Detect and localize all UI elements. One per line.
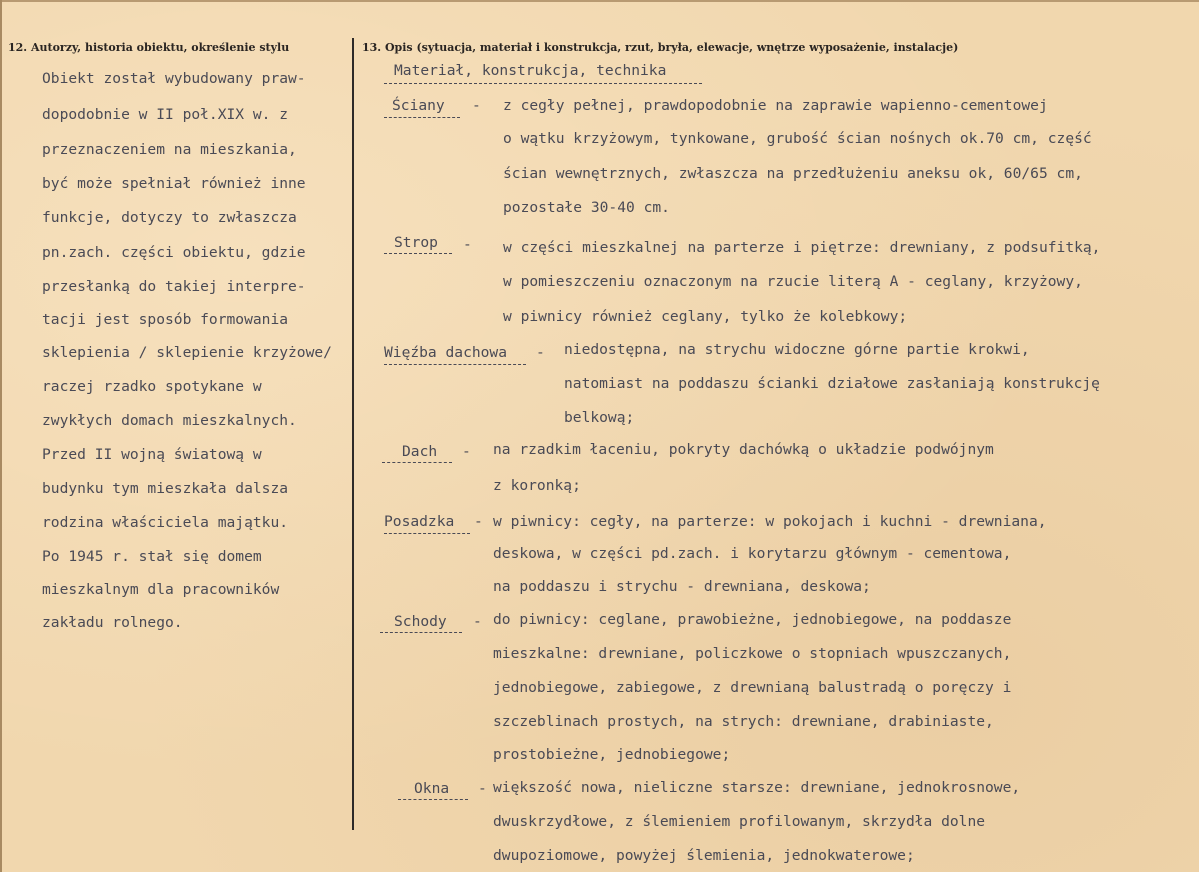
history-line: Przed II wojną światową w	[42, 446, 262, 463]
term-dash: -	[473, 613, 482, 630]
entry-line: w pomieszczeniu oznaczonym na rzucie literą A - ceglany, krzyżowy,	[503, 273, 1083, 290]
history-line: raczej rzadko spotykane w	[42, 378, 262, 395]
term-dash: -	[478, 780, 487, 797]
entry-line: belkową;	[564, 409, 635, 426]
term-underline	[384, 253, 452, 254]
entry-line: w piwnicy również ceglany, tylko że kolebkowy;	[503, 308, 908, 325]
entry-line: na rzadkim łaceniu, pokryty dachówką o układzie podwójnym	[493, 441, 994, 458]
history-line: zakładu rolnego.	[42, 614, 183, 631]
entry-line: pozostałe 30-40 cm.	[503, 199, 670, 216]
history-line: zwykłych domach mieszkalnych.	[42, 412, 297, 429]
history-line: Po 1945 r. stał się domem	[42, 548, 262, 565]
entry-line: jednobiegowe, zabiegowe, z drewnianą balustradą o poręczy i	[493, 679, 1012, 696]
entry-line: z cegły pełnej, prawdopodobnie na zaprawie wapienno-cementowej	[503, 97, 1048, 114]
term-sciany: Ściany	[392, 97, 445, 114]
section-13-header: 13. Opis (sytuacja, materiał i konstrukcja, rzut, bryła, elewacje, wnętrze wyposażenie, instalacje)	[362, 41, 959, 54]
entry-line: do piwnicy: ceglane, prawobieżne, jednobiegowe, na poddasze	[493, 611, 1012, 628]
history-line: sklepienia / sklepienie krzyżowe/	[42, 344, 332, 361]
term-underline	[384, 533, 470, 534]
entry-line: większość nowa, nieliczne starsze: drewniane, jednokrosnowe,	[493, 779, 1021, 796]
history-line: mieszkalnym dla pracowników	[42, 581, 280, 598]
entry-line: szczeblinach prostych, na strych: drewniane, drabiniaste,	[493, 713, 994, 730]
term-dash: -	[474, 513, 483, 530]
entry-line: w piwnicy: cegły, na parterze: w pokojach i kuchni - drewniana,	[493, 513, 1047, 530]
history-line: Obiekt został wybudowany praw-	[42, 70, 306, 87]
term-schody: Schody	[394, 613, 447, 630]
term-underline	[384, 117, 460, 118]
history-line: pn.zach. części obiektu, gdzie	[42, 244, 306, 261]
left-edge	[0, 0, 2, 872]
history-line: tacji jest sposób formowania	[42, 311, 289, 328]
entry-line: deskowa, w części pd.zach. i korytarzu głównym - cementowa,	[493, 545, 1012, 562]
history-line: być może spełniał również inne	[42, 175, 306, 192]
entry-line: z koronką;	[493, 477, 581, 494]
term-dash: -	[463, 236, 472, 253]
term-okna: Okna	[414, 780, 450, 797]
entry-line: dwupoziomowe, powyżej ślemienia, jednokwaterowe;	[493, 847, 915, 864]
term-underline	[398, 799, 468, 800]
entry-line: niedostępna, na strychu widoczne górne partie krokwi,	[564, 341, 1030, 358]
section-title: Materiał, konstrukcja, technika	[394, 62, 667, 79]
term-strop: Strop	[394, 234, 438, 251]
entry-line: o wątku krzyżowym, tynkowane, grubość ścian nośnych ok.70 cm, część	[503, 130, 1092, 147]
term-dash: -	[462, 443, 471, 460]
term-dash: -	[472, 97, 481, 114]
column-divider	[352, 38, 354, 830]
term-wiezba-dachowa: Więźba dachowa	[384, 344, 508, 361]
entry-line: dwuskrzydłowe, z ślemieniem profilowanym, skrzydła dolne	[493, 813, 986, 830]
history-line: budynku tym mieszkała dalsza	[42, 480, 289, 497]
term-dash: -	[536, 344, 545, 361]
entry-line: mieszkalne: drewniane, policzkowe o stopniach wpuszczanych,	[493, 645, 1012, 662]
term-underline	[380, 632, 462, 633]
history-line: przeznaczeniem na mieszkania,	[42, 141, 297, 158]
section-12-header: 12. Autorzy, historia obiektu, określenie stylu	[8, 41, 290, 54]
term-underline	[384, 364, 526, 365]
history-line: funkcje, dotyczy to zwłaszcza	[42, 209, 297, 226]
history-line: dopodobnie w II poł.XIX w. z	[42, 106, 289, 123]
entry-line: w części mieszkalnej na parterze i piętrze: drewniany, z podsufitką,	[503, 239, 1101, 256]
entry-line: na poddaszu i strychu - drewniana, deskowa;	[493, 578, 871, 595]
term-dach: Dach	[402, 443, 438, 460]
entry-line: prostobieżne, jednobiegowe;	[493, 746, 731, 763]
top-edge	[0, 0, 1199, 2]
section-title-underline	[384, 83, 702, 84]
history-line: rodzina właściciela majątku.	[42, 514, 289, 531]
entry-line: natomiast na poddaszu ścianki działowe zasłaniają konstrukcję	[564, 375, 1100, 392]
term-posadzka: Posadzka	[384, 513, 455, 530]
term-underline	[382, 462, 452, 463]
entry-line: ścian wewnętrznych, zwłaszcza na przedłużeniu aneksu ok, 60/65 cm,	[503, 165, 1083, 182]
history-line: przesłanką do takiej interpre-	[42, 278, 306, 295]
